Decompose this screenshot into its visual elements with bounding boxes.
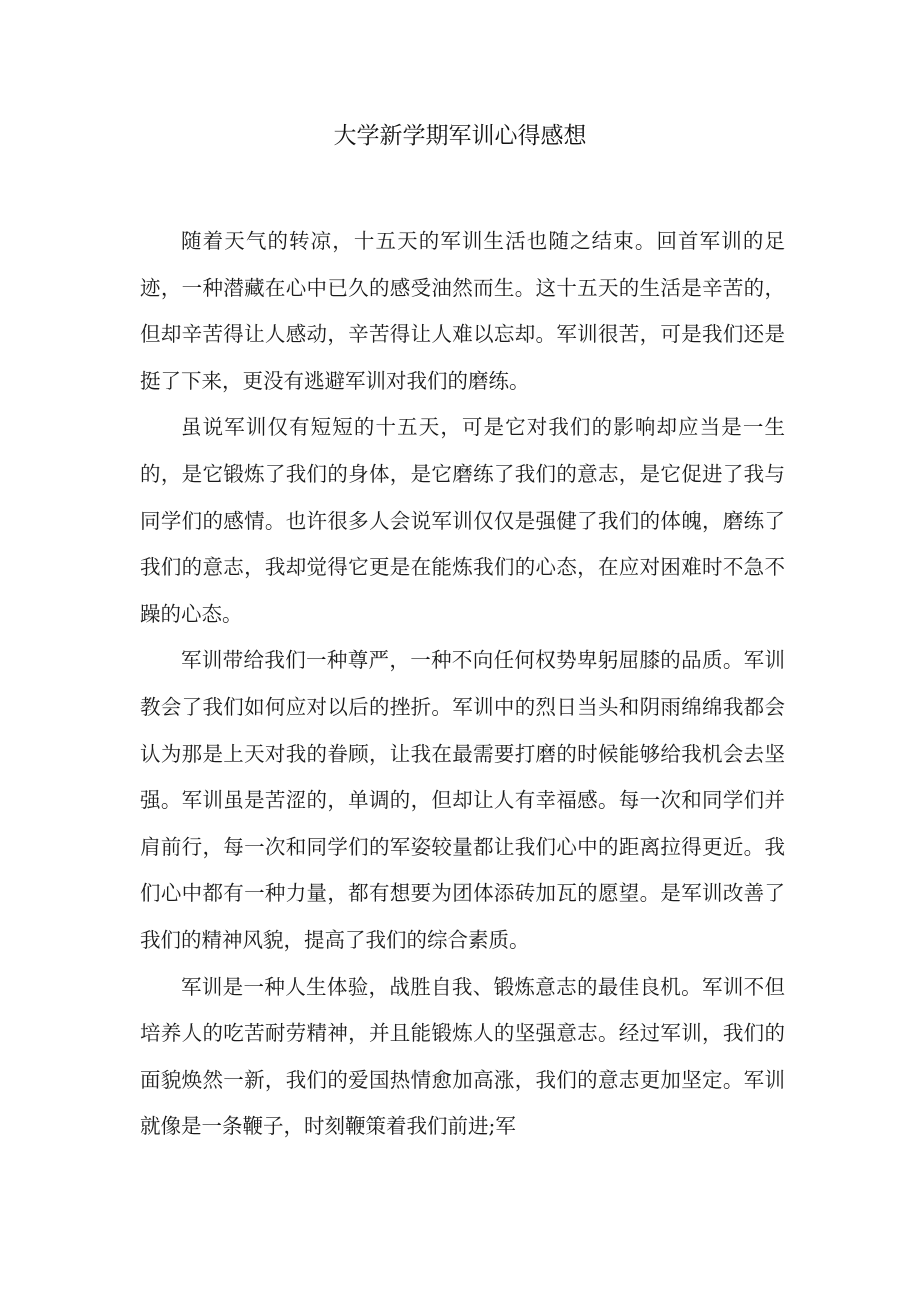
- paragraph: 军训是一种人生体验，战胜自我、锻炼意志的最佳良机。军训不但培养人的吃苦耐劳精神，并且能锻炼人的坚强意志。经过军训，我们的面貌焕然一新，我们的爱国热情愈加高涨，我们的意志更加坚定。军训就像是一条鞭子，时刻鞭策着我们前进;军: [140, 974, 785, 1139]
- document-body: [140, 218, 785, 1150]
- page-title: 大学新学期军训心得感想: [333, 123, 587, 149]
- paragraph: 虽说军训仅有短短的十五天，可是它对我们的影响却应当是一生的，是它锻炼了我们的身体，是它磨练了我们的意志，是它促进了我与同学们的感情。也许很多人会说军训仅仅是强健了我们的体魄，磨练了我们的意志，我却觉得它更是在能炼我们的心态，在应对困难时不急不躁的心态。: [140, 415, 785, 626]
- paragraph: 军训带给我们一种尊严，一种不向任何权势卑躬屈膝的品质。军训教会了我们如何应对以后的挫折。军训中的烈日当头和阴雨绵绵我都会认为那是上天对我的眷顾，让我在最需要打磨的时候能够给我机会去坚强。军训虽是苦涩的，单调的，但却让人有幸福感。每一次和同学们并肩前行，每一次和同学们的军姿较量都让我们心中的距离拉得更近。我们心中都有一种力量，都有想要为团体添砖加瓦的愿望。是军训改善了我们的精神风貌，提高了我们的综合素质。: [140, 648, 785, 952]
- paragraph: 随着天气的转凉，十五天的军训生活也随之结束。回首军训的足迹，一种潜藏在心中已久的感受油然而生。这十五天的生活是辛苦的，但却辛苦得让人感动，辛苦得让人难以忘却。军训很苦，可是我们还是挺了下来，更没有逃避军训对我们的磨练。: [140, 229, 785, 393]
